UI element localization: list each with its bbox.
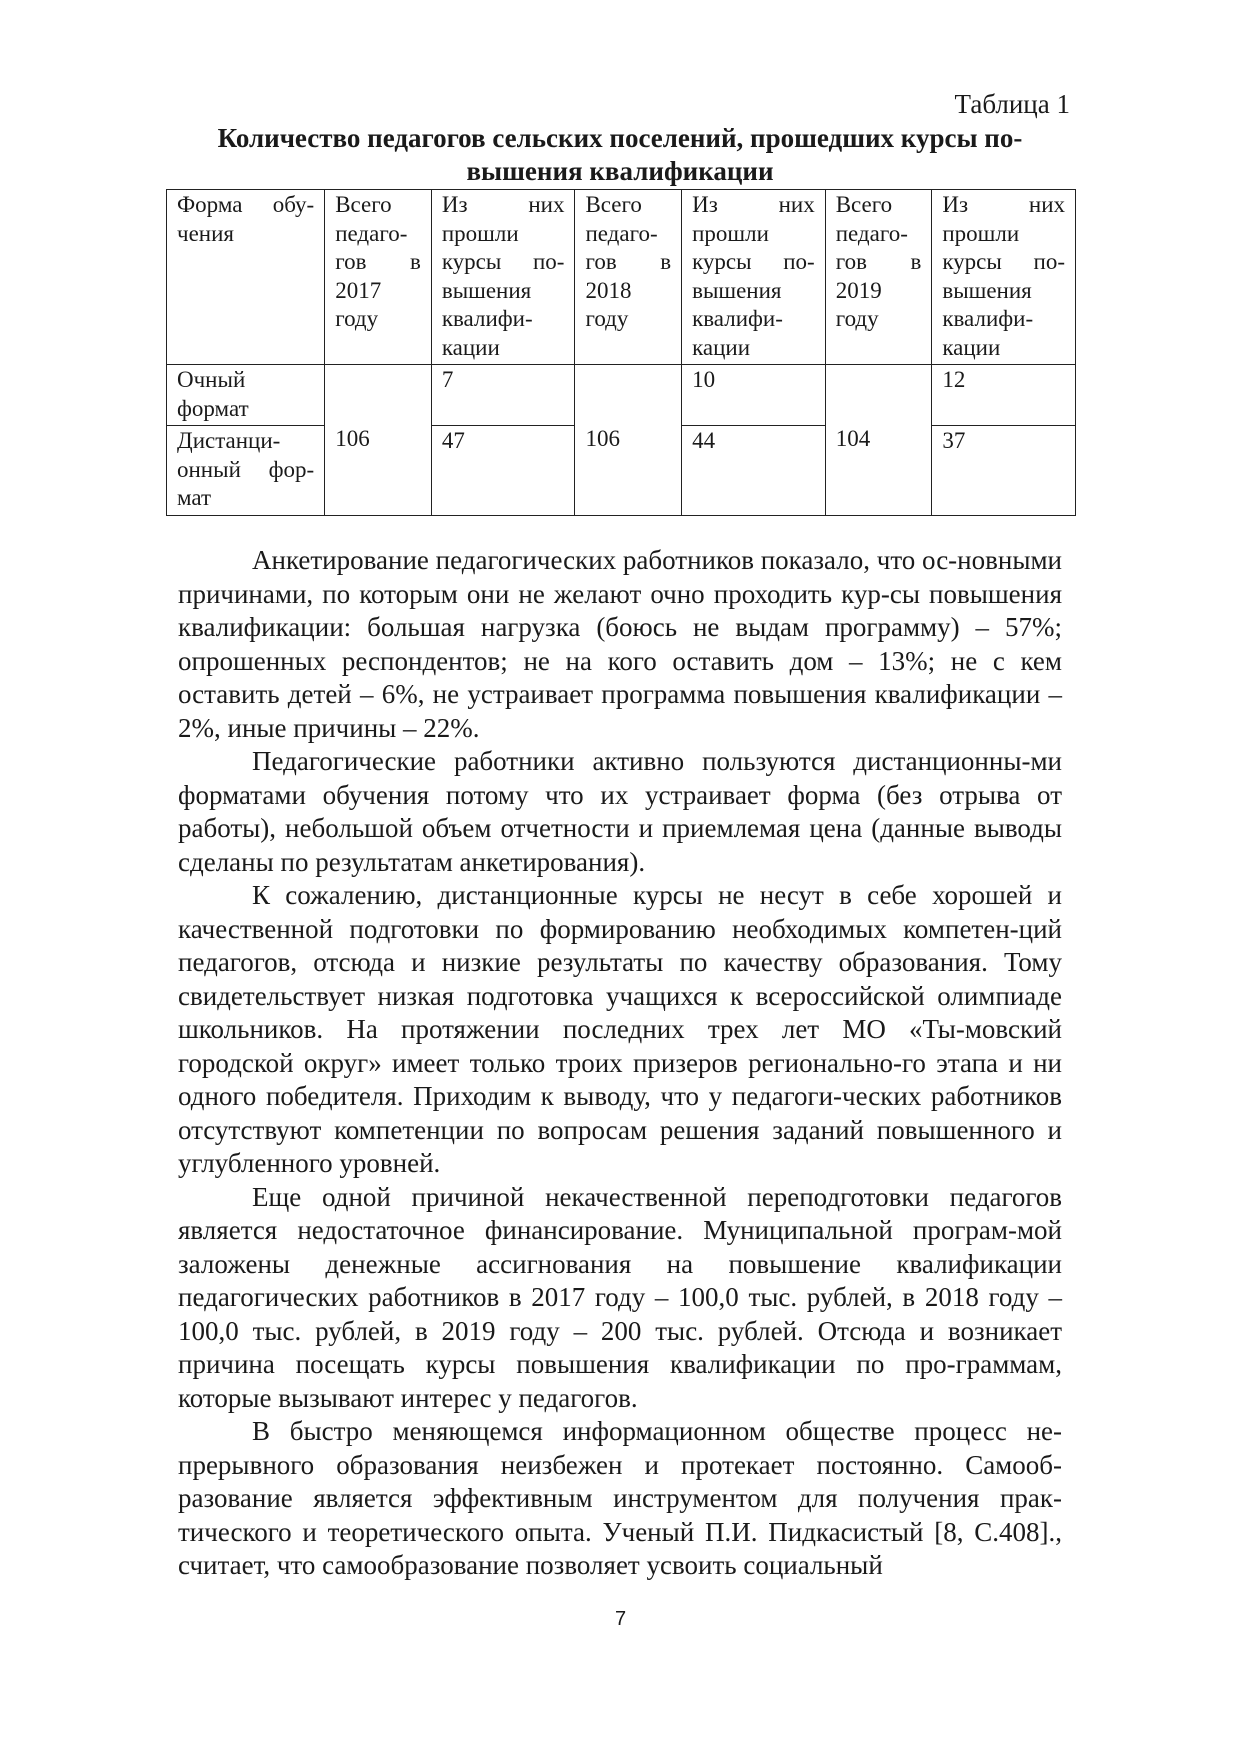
total-2019-cell: 104 [825, 365, 932, 516]
cell-distance-2018: 44 [682, 426, 826, 516]
table-row [167, 365, 1076, 426]
header-cell-form: Форма обу-чения [167, 190, 325, 365]
paragraph: К сожалению, дистанционные курсы не несут в себе хорошей и качественной подготовки по формированию необходимых компетен-ций педагогов, отсюда и низкие результаты по качеству образования. Тому свидетельствует низкая подготовка учащихся к всероссийской олимпиаде школьников. На протяжении последних трех лет МО «Ты-мовский городской округ» имеет только троих призеров регионально-го этапа и ни одного победителя. Приходим к выводу, что у педагоги-ческих работников отсутствуют компетенции по вопросам решения заданий повышенного и углубленного уровней. [178, 880, 1062, 1178]
row-label-full-time: Очный формат [167, 365, 325, 426]
header-cell-trained-2017: Из них прошли курсы по-вышения квалифи-кации [431, 190, 575, 365]
header-cell-total-2017: Всего педаго-гов в 2017 году [325, 190, 432, 365]
data-table [166, 189, 1076, 516]
header-cell-trained-2019: Из них прошли курсы по-вышения квалифи-кации [932, 190, 1076, 365]
paragraph: Педагогические работники активно пользуются дистанционны-ми форматами обучения потому что их устраивает форма (без отрыва от работы), небольшой объем отчетности и приемлемая цена (данные выводы сделаны по результатам анкетирования). [178, 746, 1062, 877]
table-label: Таблица 1 [954, 89, 1070, 119]
row-label-distance: Дистанци-онный фор-мат [167, 426, 325, 516]
paragraph: В быстро меняющемся информационном обществе процесс не-прерывного образования неизбежен и протекает постоянно. Самооб-разование является эффективным инструментом для получения прак-тического и теоретического опыта. Ученый П.И. Пидкасистый [8, С.408]., считает, что самообразование позволяет усвоить социальный [178, 1416, 1062, 1580]
paragraph: Еще одной причиной некачественной переподготовки педагогов является недостаточное финансирование. Муниципальной програм-мой заложены денежные ассигнования на повышение квалификации педагогических работников в 2017 году – 100,0 тыс. рублей, в 2018 году – 100,0 тыс. рублей, в 2019 году – 200 тыс. рублей. Отсюда и возникает причина посещать курсы повышения квалификации по про-граммам, которые вызывают интерес у педагогов. [178, 1181, 1062, 1413]
cell-full-time-2017: 7 [431, 365, 575, 426]
header-cell-total-2019: Всего педаго-гов в 2019 году [825, 190, 932, 365]
cell-distance-2019: 37 [932, 426, 1076, 516]
header-cell-total-2018: Всего педаго-гов в 2018 году [575, 190, 682, 365]
total-2017-cell: 106 [325, 365, 432, 516]
table-header-row [167, 190, 1076, 365]
header-cell-trained-2018: Из них прошли курсы по-вышения квалифи-кации [682, 190, 826, 365]
body-text [178, 544, 1062, 1583]
table-title: Количество педагогов сельских поселений, прошедших курсы по-вышения квалификации [217, 123, 1023, 186]
total-2018-cell: 106 [575, 365, 682, 516]
paragraph: Анкетирование педагогических работников показало, что ос-новными причинами, по которым они не желают очно проходить кур-сы повышения квалификации: большая нагрузка (боюсь не выдам программу) – 57%; опрошенных респондентов; не на кого оставить дом – 13%; не с кем оставить детей – 6%, не устраивает программа повышения квалификации – 2%, иные причины – 22%. [178, 545, 1062, 743]
cell-full-time-2018: 10 [682, 365, 826, 426]
cell-distance-2017: 47 [431, 426, 575, 516]
cell-full-time-2019: 12 [932, 365, 1076, 426]
page-number: 7 [614, 1608, 627, 1630]
